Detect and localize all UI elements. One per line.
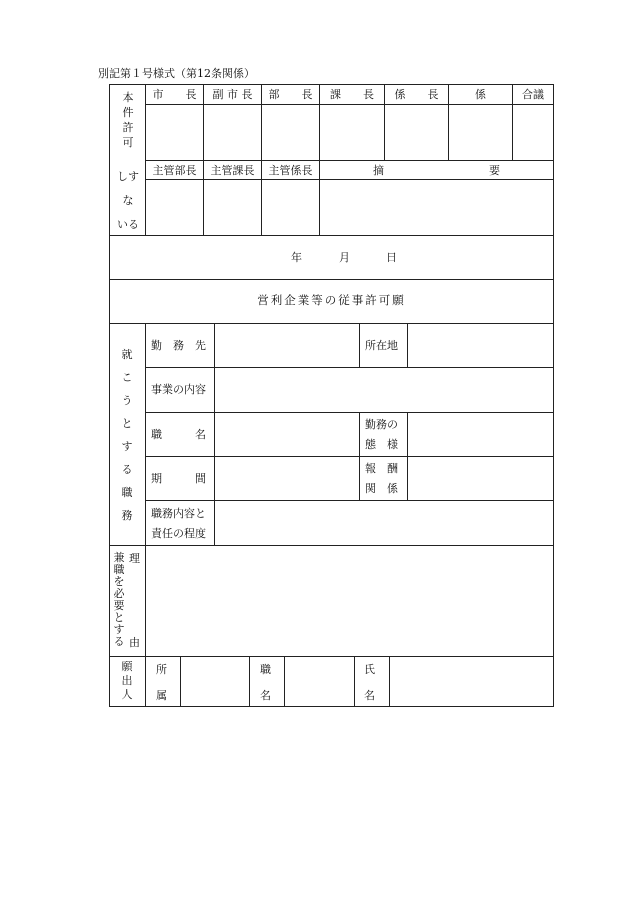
role-unit-chief: 係 長: [394, 88, 439, 101]
stamp-box-unit-chief[interactable]: [385, 105, 448, 160]
label-location: 所在地: [365, 339, 398, 352]
role-director: 部 長: [268, 88, 313, 101]
date-day-label: 日: [386, 251, 397, 264]
approval-side-label-top: 本 件 許 可: [122, 91, 134, 149]
form-title: 営利企業等の従事許可願: [257, 293, 406, 307]
label-duties-line2: 責任の程度: [151, 527, 206, 540]
role-staff: 係: [475, 88, 486, 101]
stamp-box-deputy-mayor[interactable]: [204, 105, 261, 160]
date-row[interactable]: [110, 236, 553, 279]
stamp-box-section-chief[interactable]: [320, 105, 384, 160]
form-heading: 別記第１号様式（第12条関係）: [98, 67, 255, 80]
stamp-box-consultation[interactable]: [513, 105, 553, 160]
applicant-side-label: 願 出 人: [121, 660, 133, 701]
role-mayor: 市 長: [152, 88, 197, 101]
workplace-field[interactable]: [215, 324, 359, 367]
stamp-box-lead-section-chief[interactable]: [204, 180, 261, 235]
label-work-style-line1: 勤務の: [365, 418, 398, 431]
label-job-title-line1: 職: [260, 663, 271, 676]
label-name-line1: 氏: [364, 663, 375, 676]
stamp-box-lead-unit-chief[interactable]: [262, 180, 319, 235]
date-month-label: 月: [339, 251, 350, 264]
summary-label-b: 要: [489, 164, 500, 177]
role-lead-unit-chief: 主管係長: [268, 164, 313, 177]
label-workplace: 勤 務 先: [151, 339, 206, 352]
location-field[interactable]: [408, 324, 553, 367]
job-title-field[interactable]: [285, 657, 354, 706]
label-affiliation-line1: 所: [156, 663, 167, 676]
reason-field[interactable]: [146, 546, 553, 656]
label-duties-line1: 職務内容と: [151, 507, 206, 520]
date-year-label: 年: [291, 251, 302, 264]
role-section-chief: 課 長: [330, 88, 374, 101]
summary-field[interactable]: [320, 180, 553, 235]
approval-side-label-bottom: しす な いる: [117, 170, 139, 231]
name-field[interactable]: [390, 657, 553, 706]
stamp-box-staff[interactable]: [449, 105, 512, 160]
label-business: 事業の内容: [151, 383, 206, 396]
label-period: 期 間: [151, 472, 206, 485]
job-side-label: 就 こ う と す る 職 務: [121, 348, 133, 522]
pay-field[interactable]: [408, 457, 553, 500]
label-name-line2: 名: [364, 689, 375, 702]
duties-field[interactable]: [215, 501, 553, 545]
role-consultation: 合議: [522, 88, 544, 101]
stamp-box-mayor[interactable]: [146, 105, 203, 160]
label-affiliation-line2: 属: [156, 689, 167, 702]
affiliation-field[interactable]: [181, 657, 249, 706]
period-field[interactable]: [215, 457, 359, 500]
reason-side-label: 兼 職 を 必 要 と す る 理 由: [113, 551, 140, 649]
role-lead-director: 主管部長: [152, 164, 197, 177]
label-job-title-line2: 名: [260, 689, 271, 702]
label-pay-line2: 関 係: [365, 482, 398, 495]
stamp-box-director[interactable]: [262, 105, 319, 160]
role-lead-section-chief: 主管課長: [210, 164, 255, 177]
label-pay-line1: 報 酬: [365, 462, 398, 475]
label-work-style-line2: 態 様: [365, 438, 398, 451]
label-position: 職 名: [151, 428, 206, 441]
summary-label-a: 摘: [373, 164, 384, 177]
work-style-field[interactable]: [408, 413, 553, 456]
business-field[interactable]: [215, 368, 553, 412]
stamp-box-lead-director[interactable]: [146, 180, 203, 235]
position-field[interactable]: [215, 413, 359, 456]
role-deputy-mayor: 副 市 長: [212, 88, 253, 101]
